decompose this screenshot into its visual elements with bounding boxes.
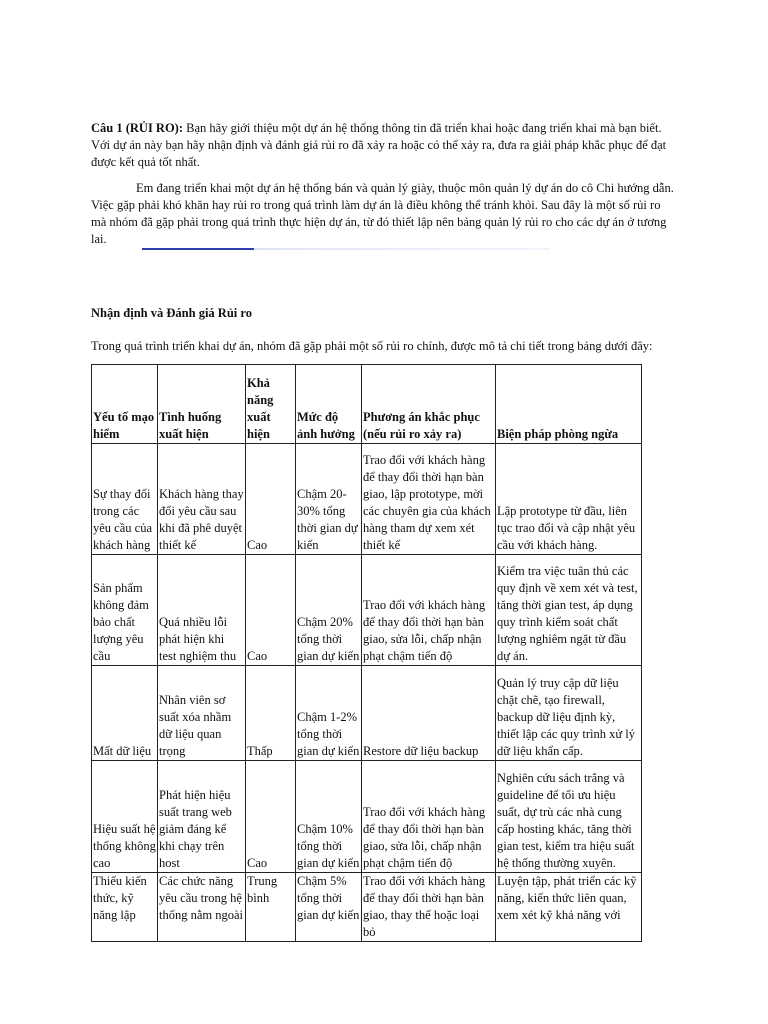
- risk-table: [91, 364, 642, 942]
- table-row: [92, 873, 642, 942]
- header-situation: Tình huống xuất hiện: [158, 365, 246, 444]
- cell-likelihood: Trung bình: [246, 873, 296, 942]
- cell-risk-factor: Sản phẩm không đảm bảo chất lượng yêu cầu: [92, 555, 158, 666]
- cell-remedy: Trao đổi với khách hàng để thay đổi thời hạn bàn giao, lập prototype, mời các chuyên gia của khách hàng tham dự xem xét thiết kế: [362, 444, 496, 555]
- cell-prevention: Nghiên cứu sách trắng và guideline để tối ưu hiệu suất, dự trù các nhà cung cấp hosting khác, tăng thời gian test, kiểm tra hiệu suất hệ thống thường xuyên.: [496, 761, 642, 873]
- decorative-divider: [91, 248, 677, 254]
- cell-remedy: Trao đổi với khách hàng để thay đổi thời hạn bàn giao, sửa lỗi, chấp nhận phạt chậm tiến độ: [362, 761, 496, 873]
- table-row: [92, 761, 642, 873]
- question-text: Bạn hãy giới thiệu một dự án hệ thống thông tin đã triển khai hoặc đang triển khai mà bạn biết. Với dự án này bạn hãy nhận định và đánh giá rủi ro đã xảy ra hoặc có thể xảy ra, đưa ra giải pháp khắc phục để đạt được kết quả tốt nhất.: [91, 121, 667, 169]
- header-prevention: Biện pháp phòng ngừa: [496, 365, 642, 444]
- cell-impact: Chậm 20-30% tổng thời gian dự kiến: [296, 444, 362, 555]
- cell-situation: Phát hiện hiệu suất trang web giảm đáng kể khi chạy trên host: [158, 761, 246, 873]
- table-row: [92, 444, 642, 555]
- section-title: Nhận định và Đánh giá Rủi ro: [91, 306, 252, 320]
- cell-impact: Chậm 1-2% tổng thời gian dự kiến: [296, 666, 362, 761]
- cell-remedy: Restore dữ liệu backup: [362, 666, 496, 761]
- cell-remedy: Trao đổi với khách hàng để thay đổi thời hạn bàn giao, thay thế hoặc loại bỏ: [362, 873, 496, 942]
- table-row: [92, 666, 642, 761]
- intro-paragraph: Em đang triển khai một dự án hệ thống bán và quản lý giày, thuộc môn quản lý dự án do cô Chi hướng dẫn. Việc gặp phải khó khăn hay rủi ro trong quá trình làm dự án là điều không thể tránh khỏi. Sau đây là một số rủi ro mà nhóm đã gặp phải trong quá trình thực hiện dự án, từ đó thiết lập nên bảng quản lý rủi ro cho các dự án ở tương lai.: [91, 181, 674, 246]
- cell-prevention: Kiểm tra việc tuân thủ các quy định về xem xét và test, tăng thời gian test, áp dụng quy trình kiểm soát chất lượng nghiêm ngặt từ đầu dự án.: [496, 555, 642, 666]
- table-row: [92, 555, 642, 666]
- cell-situation: Quá nhiều lỗi phát hiện khi test nghiệm thu: [158, 555, 246, 666]
- cell-prevention: Lập prototype từ đầu, liên tục trao đổi và cập nhật yêu cầu với khách hàng.: [496, 444, 642, 555]
- header-likelihood: Khả năng xuất hiện: [246, 365, 296, 444]
- lead-paragraph: Trong quá trình triển khai dự án, nhóm đã gặp phải một số rủi ro chính, được mô tả chi tiết trong bảng dưới đây:: [91, 339, 653, 353]
- header-remedy: Phương án khắc phục (nếu rủi ro xảy ra): [362, 365, 496, 444]
- cell-prevention: Quản lý truy cập dữ liệu chặt chẽ, tạo firewall, backup dữ liệu định kỳ, thiết lập các quy trình xử lý dữ liệu khẩn cấp.: [496, 666, 642, 761]
- question-paragraph: [91, 120, 677, 171]
- document-page: [91, 120, 677, 942]
- cell-impact: Chậm 5% tổng thời gian dự kiến: [296, 873, 362, 942]
- cell-risk-factor: Hiệu suất hệ thống không cao: [92, 761, 158, 873]
- cell-prevention: Luyện tập, phát triển các kỹ năng, kiến thức liên quan, xem xét kỹ khả năng với: [496, 873, 642, 942]
- divider-accent: [142, 248, 254, 250]
- cell-likelihood: Cao: [246, 555, 296, 666]
- cell-risk-factor: Sự thay đổi trong các yêu cầu của khách hàng: [92, 444, 158, 555]
- cell-situation: Khách hàng thay đổi yêu cầu sau khi đã phê duyệt thiết kế: [158, 444, 246, 555]
- cell-likelihood: Cao: [246, 444, 296, 555]
- cell-likelihood: Cao: [246, 761, 296, 873]
- cell-likelihood: Thấp: [246, 666, 296, 761]
- cell-impact: Chậm 10% tổng thời gian dự kiến: [296, 761, 362, 873]
- table-header-row: [92, 365, 642, 444]
- divider-fade: [254, 248, 550, 250]
- cell-situation: Các chức năng yêu cầu trong hệ thống nằm ngoài: [158, 873, 246, 942]
- cell-impact: Chậm 20% tổng thời gian dự kiến: [296, 555, 362, 666]
- header-risk-factor: Yếu tố mạo hiểm: [92, 365, 158, 444]
- question-label: Câu 1 (RỦI RO):: [91, 121, 184, 135]
- header-impact: Mức độ ảnh hưởng: [296, 365, 362, 444]
- cell-situation: Nhân viên sơ suất xóa nhầm dữ liệu quan trọng: [158, 666, 246, 761]
- cell-risk-factor: Mất dữ liệu: [92, 666, 158, 761]
- cell-risk-factor: Thiếu kiến thức, kỹ năng lập: [92, 873, 158, 942]
- cell-remedy: Trao đổi với khách hàng để thay đổi thời hạn bàn giao, sửa lỗi, chấp nhận phạt chậm tiến độ: [362, 555, 496, 666]
